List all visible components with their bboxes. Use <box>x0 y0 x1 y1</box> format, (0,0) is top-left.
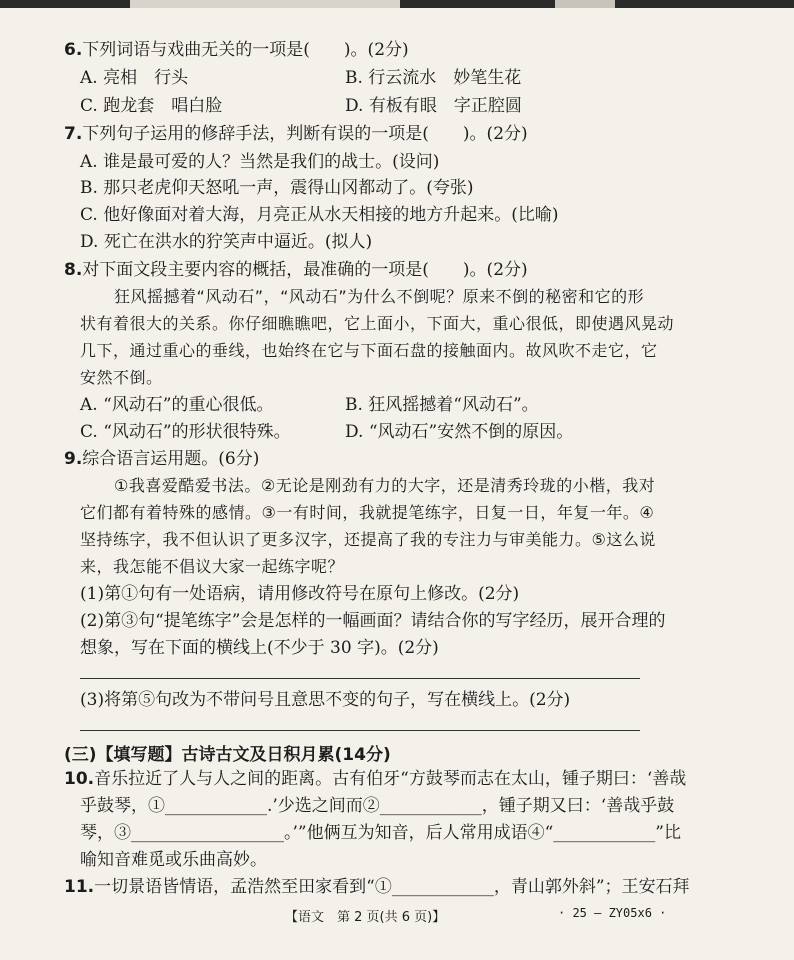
question-10-line-2[interactable]: 乎鼓琴，①____________.’少选之间而②____________，锺子期又曰：‘善哉乎鼓 <box>80 796 675 816</box>
q6-option-b: B. 行云流水 妙笔生花 <box>345 68 522 88</box>
question-10-line-3[interactable]: 琴，③__________________。’”他俩互为知音，后人常用成语④“____________”比 <box>80 823 681 843</box>
q7-option-c: C. 他好像面对着大海，月亮正从水天相接的地方升起来。(比喻) <box>80 205 559 225</box>
q7-option-a: A. 谁是最可爱的人？当然是我们的战士。(设问) <box>80 152 440 172</box>
section-heading: (三)【填写题】古诗古文及日积月累(14分) <box>64 745 391 765</box>
q9-sub-question-2-line-1: (2)第③句“提笔练字”会是怎样的一幅画面？请结合你的写字经历，展开合理的 <box>80 611 666 631</box>
question-7-stem <box>64 122 528 146</box>
q8-option-a: A. “风动石”的重心很低。 <box>80 395 274 415</box>
question-number: 7. <box>64 124 83 144</box>
scan-top-edge <box>0 0 794 8</box>
q7-option-b: B. 那只老虎仰天怒吼一声，震得山冈都动了。(夸张) <box>80 178 474 198</box>
question-10-line-4: 喻知音难觅或乐曲高妙。 <box>80 850 267 870</box>
question-number: 11. <box>64 877 95 897</box>
stem-text: 下列句子运用的修辞手法，判断有误的一项是( )。(2分) <box>82 124 528 144</box>
q8-option-b: B. 狂风摇撼着“风动石”。 <box>345 395 539 415</box>
q9-passage-line-1: ①我喜爱酷爱书法。②无论是刚劲有力的大字，还是清秀玲珑的小楷，我对 <box>114 476 656 495</box>
q9-passage-line-4: 来，我怎能不倡议大家一起练字呢？ <box>80 557 345 576</box>
question-11-line-1[interactable] <box>64 875 690 899</box>
question-9-stem <box>64 447 259 471</box>
q8-option-c: C. “风动石”的形状很特殊。 <box>80 422 291 442</box>
q6-option-d: D. 有板有眼 字正腔圆 <box>345 96 522 116</box>
stem-text: 下列词语与戏曲无关的一项是( )。(2分) <box>82 40 409 60</box>
question-8-stem <box>64 258 528 282</box>
question-number: 8. <box>64 260 83 280</box>
question-number: 6. <box>64 40 83 60</box>
stem-text: 对下面文段主要内容的概括，最准确的一项是( )。(2分) <box>82 260 528 280</box>
q8-passage-line-2: 状有着很大的关系。你仔细瞧瞧吧，它上面小，下面大，重心很低，即使遇风晃动 <box>80 314 675 333</box>
page-code: · 25 – ZY05x6 · <box>558 906 667 920</box>
question-number: 10. <box>64 769 95 789</box>
question-number: 9. <box>64 449 83 469</box>
q9-passage-line-2: 它们都有着特殊的感情。③一有时间，我就提笔练字，日复一日，年复一年。④ <box>80 503 655 522</box>
q6-option-c: C. 跑龙套 唱白脸 <box>80 96 223 116</box>
answer-line-sub2[interactable] <box>80 678 640 679</box>
q8-passage-line-1: 狂风摇撼着“风动石”，“风动石”为什么不倒呢？原来不倒的秘密和它的形 <box>114 287 645 306</box>
q8-option-d: D. “风动石”安然不倒的原因。 <box>345 422 574 442</box>
q6-option-a: A. 亮相 行头 <box>80 68 189 88</box>
page-footer: 【语文 第 2 页(共 6 页)】 <box>285 910 446 925</box>
question-10-line-1 <box>64 767 686 791</box>
q7-option-d: D. 死亡在洪水的狞笑声中逼近。(拟人) <box>80 232 373 252</box>
q9-passage-line-3: 坚持练字，我不但认识了更多汉字，还提高了我的专注力与审美能力。⑤这么说 <box>80 530 656 549</box>
q8-passage-line-3: 几下，通过重心的垂线，也始终在它与下面石盘的接触面内。故风吹不走它，它 <box>80 341 658 360</box>
answer-line-sub3[interactable] <box>80 730 640 731</box>
stem-text: 一切景语皆情语，孟浩然至田家看到“①____________，青山郭外斜”；王安石拜 <box>94 877 690 897</box>
stem-text: 综合语言运用题。(6分) <box>82 449 260 469</box>
stem-text: 音乐拉近了人与人之间的距离。古有伯牙“方鼓琴而志在太山，锺子期曰：‘善哉 <box>94 769 687 789</box>
q8-passage-line-4: 安然不倒。 <box>80 368 163 387</box>
q9-sub-question-2-line-2: 想象，写在下面的横线上(不少于 30 字)。(2分) <box>80 638 439 658</box>
question-6-stem <box>64 38 409 62</box>
q9-sub-question-3: (3)将第⑤句改为不带问号且意思不变的句子，写在横线上。(2分) <box>80 690 571 710</box>
q9-sub-question-1: (1)第①句有一处语病，请用修改符号在原句上修改。(2分) <box>80 584 520 604</box>
